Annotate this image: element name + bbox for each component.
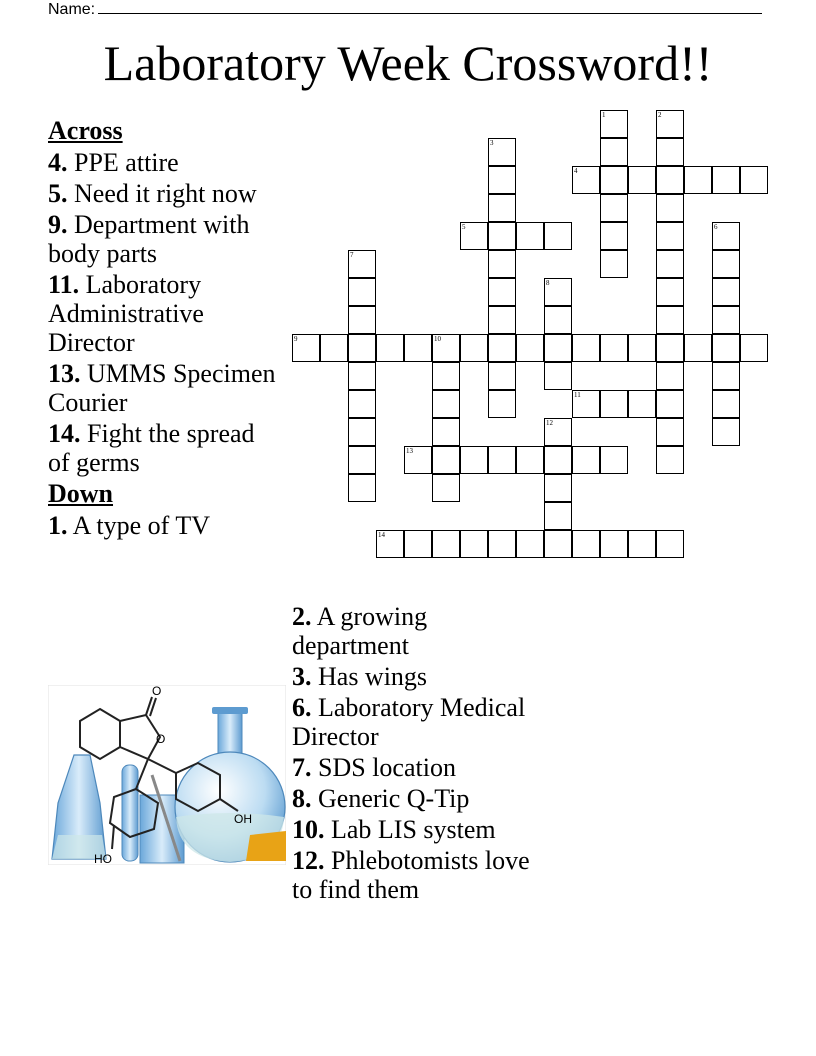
grid-cell[interactable] [488, 306, 516, 334]
cell-number: 6 [714, 223, 718, 231]
clue-across-9: 9. Department with body parts [48, 210, 250, 268]
test-tube-icon [122, 765, 138, 861]
grid-cell[interactable] [544, 362, 572, 390]
grid-cell[interactable] [488, 250, 516, 278]
round-flask-lip-icon [212, 707, 248, 714]
grid-cell[interactable] [656, 138, 684, 166]
grid-cell[interactable] [600, 222, 628, 250]
grid-cell[interactable] [432, 530, 460, 558]
grid-cell[interactable] [740, 334, 768, 362]
grid-cell[interactable] [516, 222, 544, 250]
cell-number: 5 [462, 223, 466, 231]
grid-cell[interactable] [404, 530, 432, 558]
grid-cell[interactable] [684, 166, 712, 194]
grid-cell[interactable] [488, 138, 516, 166]
grid-cell[interactable] [488, 166, 516, 194]
grid-cell[interactable] [348, 446, 376, 474]
grid-cell[interactable] [488, 278, 516, 306]
grid-cell[interactable] [600, 110, 628, 138]
grid-cell[interactable] [656, 446, 684, 474]
grid-cell[interactable] [488, 446, 516, 474]
grid-cell[interactable] [712, 334, 740, 362]
clue-down-2: 2. A growing department [292, 602, 428, 660]
clue-down-12: 12. Phlebotomists love to find them [292, 846, 530, 904]
clue-across-5: 5. Need it right now [48, 179, 257, 208]
cell-number: 8 [546, 279, 550, 287]
grid-cell[interactable] [348, 418, 376, 446]
grid-cell[interactable] [432, 446, 460, 474]
cell-number: 4 [574, 167, 578, 175]
ring-oxygen-label: O [156, 732, 166, 746]
grid-cell[interactable] [572, 390, 600, 418]
grid-cell[interactable] [712, 390, 740, 418]
grid-cell[interactable] [656, 334, 684, 362]
grid-cell[interactable] [460, 334, 488, 362]
grid-cell[interactable] [656, 418, 684, 446]
grid-cell[interactable] [544, 530, 572, 558]
cell-number: 1 [602, 111, 606, 119]
grid-cell[interactable] [740, 166, 768, 194]
across-heading: Across [48, 116, 123, 145]
grid-cell[interactable] [488, 222, 516, 250]
grid-cell[interactable] [432, 362, 460, 390]
grid-cell[interactable] [656, 390, 684, 418]
grid-cell[interactable] [712, 278, 740, 306]
grid-cell[interactable] [460, 446, 488, 474]
grid-cell[interactable] [600, 194, 628, 222]
grid-cell[interactable] [712, 362, 740, 390]
cell-number: 9 [294, 335, 298, 343]
clue-across-11: 11. Laboratory Administrative Director [48, 270, 204, 357]
grid-cell[interactable] [348, 250, 376, 278]
clues-column-left [48, 114, 280, 542]
grid-cell[interactable] [656, 278, 684, 306]
grid-cell[interactable] [572, 446, 600, 474]
lab-glassware-molecule-icon [48, 685, 286, 865]
name-field[interactable] [48, 0, 762, 19]
grid-cell[interactable] [684, 334, 712, 362]
grid-cell[interactable] [460, 222, 488, 250]
cell-number: 2 [658, 111, 662, 119]
page-title: Laboratory Week Crossword!! [103, 35, 713, 91]
grid-cell[interactable] [516, 334, 544, 362]
clue-across-14: 14. Fight the spread of germs [48, 419, 255, 477]
grid-cell[interactable] [432, 474, 460, 502]
grid-cell[interactable] [628, 390, 656, 418]
grid-cell[interactable] [348, 390, 376, 418]
cell-number: 14 [378, 531, 385, 539]
grid-cell[interactable] [376, 530, 404, 558]
hydroxyl-left-label: HO [94, 852, 112, 865]
grid-cell[interactable] [432, 334, 460, 362]
grid-cell[interactable] [544, 334, 572, 362]
grid-cell[interactable] [572, 334, 600, 362]
grid-cell[interactable] [656, 166, 684, 194]
grid-cell[interactable] [572, 166, 600, 194]
clue-across-4: 4. PPE attire [48, 148, 179, 177]
cell-number: 11 [574, 391, 581, 399]
cell-number: 13 [406, 447, 413, 455]
grid-cell[interactable] [544, 446, 572, 474]
name-underline [98, 0, 762, 14]
grid-cell[interactable] [488, 194, 516, 222]
grid-cell[interactable] [600, 334, 628, 362]
hydroxyl-right-label: OH [234, 812, 252, 826]
grid-cell[interactable] [656, 222, 684, 250]
grid-cell[interactable] [544, 306, 572, 334]
clue-across-13: 13. UMMS Specimen Courier [48, 359, 276, 417]
grid-cell[interactable] [292, 334, 320, 362]
grid-cell[interactable] [348, 474, 376, 502]
grid-cell[interactable] [656, 194, 684, 222]
grid-cell[interactable] [544, 502, 572, 530]
grid-cell[interactable] [572, 530, 600, 558]
grid-cell[interactable] [320, 334, 348, 362]
grid-cell[interactable] [488, 530, 516, 558]
grid-cell[interactable] [376, 334, 404, 362]
name-label: Name: [48, 1, 96, 18]
grid-cell[interactable] [600, 446, 628, 474]
grid-cell[interactable] [488, 362, 516, 390]
grid-cell[interactable] [712, 250, 740, 278]
grid-cell[interactable] [488, 334, 516, 362]
grid-cell[interactable] [432, 418, 460, 446]
grid-cell[interactable] [348, 278, 376, 306]
grid-cell[interactable] [656, 362, 684, 390]
grid-cell[interactable] [348, 334, 376, 362]
cell-number: 7 [350, 251, 354, 259]
cell-number: 3 [490, 139, 494, 147]
cell-number: 12 [546, 419, 553, 427]
grid-cell[interactable] [544, 474, 572, 502]
grid-cell[interactable] [432, 390, 460, 418]
down-heading: Down [48, 479, 114, 508]
grid-cell[interactable] [516, 530, 544, 558]
grid-cell[interactable] [712, 222, 740, 250]
clue-down-10: 10. Lab LIS system [292, 815, 496, 844]
clue-down-8: 8. Generic Q-Tip [292, 784, 470, 813]
grid-cell[interactable] [544, 278, 572, 306]
clue-down-3: 3. Has wings [292, 662, 428, 691]
grid-cell[interactable] [712, 166, 740, 194]
grid-cell[interactable] [404, 446, 432, 474]
grid-cell[interactable] [656, 530, 684, 558]
clue-down-7: 7. SDS location [292, 753, 456, 782]
grid-cell[interactable] [600, 138, 628, 166]
clue-down-6: 6. Laboratory Medical Director [292, 693, 526, 751]
grid-cell[interactable] [600, 250, 628, 278]
grid-cell[interactable] [544, 418, 572, 446]
grid-cell[interactable] [712, 418, 740, 446]
grid-cell[interactable] [516, 446, 544, 474]
grid-cell[interactable] [656, 110, 684, 138]
grid-cell[interactable] [600, 530, 628, 558]
cell-number: 10 [434, 335, 441, 343]
grid-cell[interactable] [348, 362, 376, 390]
orange-block-icon [246, 831, 286, 861]
grid-cell[interactable] [544, 222, 572, 250]
clues-column-right [292, 602, 532, 906]
grid-cell[interactable] [656, 250, 684, 278]
grid-cell[interactable] [600, 166, 628, 194]
grid-cell[interactable] [628, 334, 656, 362]
grid-cell[interactable] [460, 530, 488, 558]
grid-cell[interactable] [488, 390, 516, 418]
carbonyl-oxygen-label: O [152, 685, 162, 698]
grid-cell[interactable] [656, 306, 684, 334]
grid-cell[interactable] [712, 306, 740, 334]
grid-cell[interactable] [628, 166, 656, 194]
grid-cell[interactable] [600, 390, 628, 418]
grid-cell[interactable] [348, 306, 376, 334]
clue-down-1: 1. A type of TV [48, 511, 211, 540]
grid-cell[interactable] [404, 334, 432, 362]
grid-cell[interactable] [628, 530, 656, 558]
